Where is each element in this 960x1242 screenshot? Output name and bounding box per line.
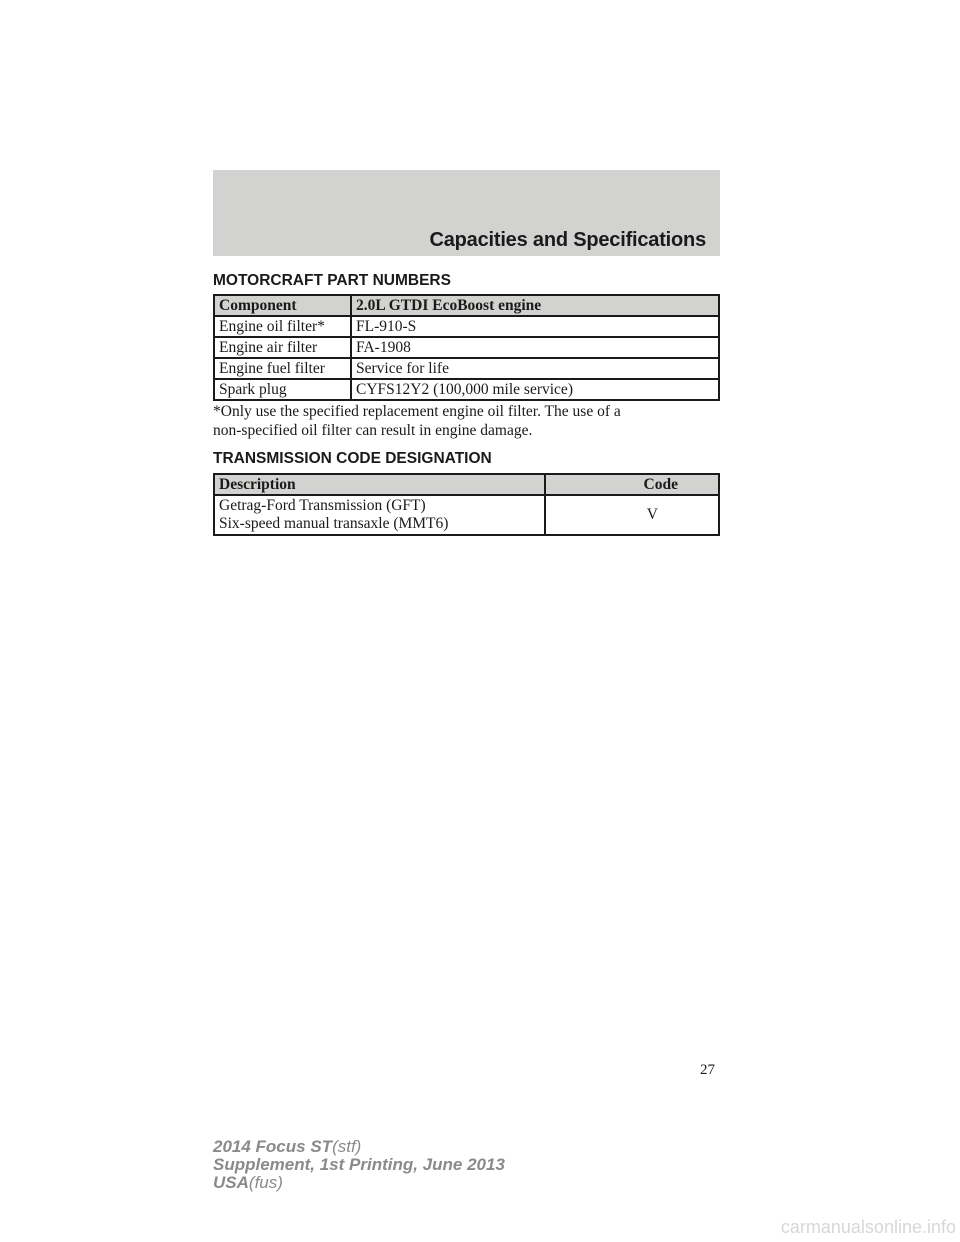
footer-market-code: (fus) — [248, 1173, 283, 1192]
table-cell: V — [545, 495, 719, 535]
table-cell: Spark plug — [214, 379, 351, 400]
column-header: Code — [545, 474, 719, 495]
table-cell: CYFS12Y2 (100,000 mile service) — [351, 379, 719, 400]
table-cell: Engine oil filter* — [214, 316, 351, 337]
footer-line — [213, 1174, 505, 1192]
table-row — [214, 379, 719, 400]
note-line: non-specified oil filter can result in engine damage. — [213, 422, 533, 439]
transmission-heading: TRANSMISSION CODE DESIGNATION — [213, 450, 492, 467]
motorcraft-table — [213, 294, 720, 401]
page-number: 27 — [700, 1062, 715, 1078]
note-line: *Only use the specified replacement engine oil filter. The use of a — [213, 403, 621, 420]
footer-line — [213, 1156, 505, 1174]
table-cell: FA-1908 — [351, 337, 719, 358]
footer-printing: Supplement, 1st Printing, June 2013 — [213, 1155, 505, 1174]
description-line: Six-speed manual transaxle (MMT6) — [219, 515, 449, 532]
footer-model-code: (stf) — [332, 1137, 362, 1156]
motorcraft-heading: MOTORCRAFT PART NUMBERS — [213, 272, 451, 289]
table-row — [214, 358, 719, 379]
table-row — [214, 316, 719, 337]
footer-market: USA — [213, 1173, 249, 1192]
table-cell: Engine fuel filter — [214, 358, 351, 379]
description-line: Getrag-Ford Transmission (GFT) — [219, 497, 426, 514]
footer-line — [213, 1138, 505, 1156]
footer-info — [213, 1138, 505, 1192]
watermark-text: carmanualsonline.info — [780, 1217, 956, 1237]
table-row — [214, 337, 719, 358]
column-header: Description — [214, 474, 545, 495]
table-cell: Service for life — [351, 358, 719, 379]
column-header: 2.0L GTDI EcoBoost engine — [351, 295, 719, 316]
table-cell: Engine air filter — [214, 337, 351, 358]
oil-filter-note — [213, 402, 733, 440]
table-cell — [214, 495, 545, 535]
column-header: Component — [214, 295, 351, 316]
table-header-row — [214, 474, 719, 495]
table-header-row — [214, 295, 719, 316]
chapter-title: Capacities and Specifications — [429, 229, 706, 251]
table-cell: FL-910-S — [351, 316, 719, 337]
footer-model: 2014 Focus ST — [213, 1137, 333, 1156]
transmission-table — [213, 473, 720, 536]
chapter-header-band — [213, 170, 720, 256]
table-row — [214, 495, 719, 535]
